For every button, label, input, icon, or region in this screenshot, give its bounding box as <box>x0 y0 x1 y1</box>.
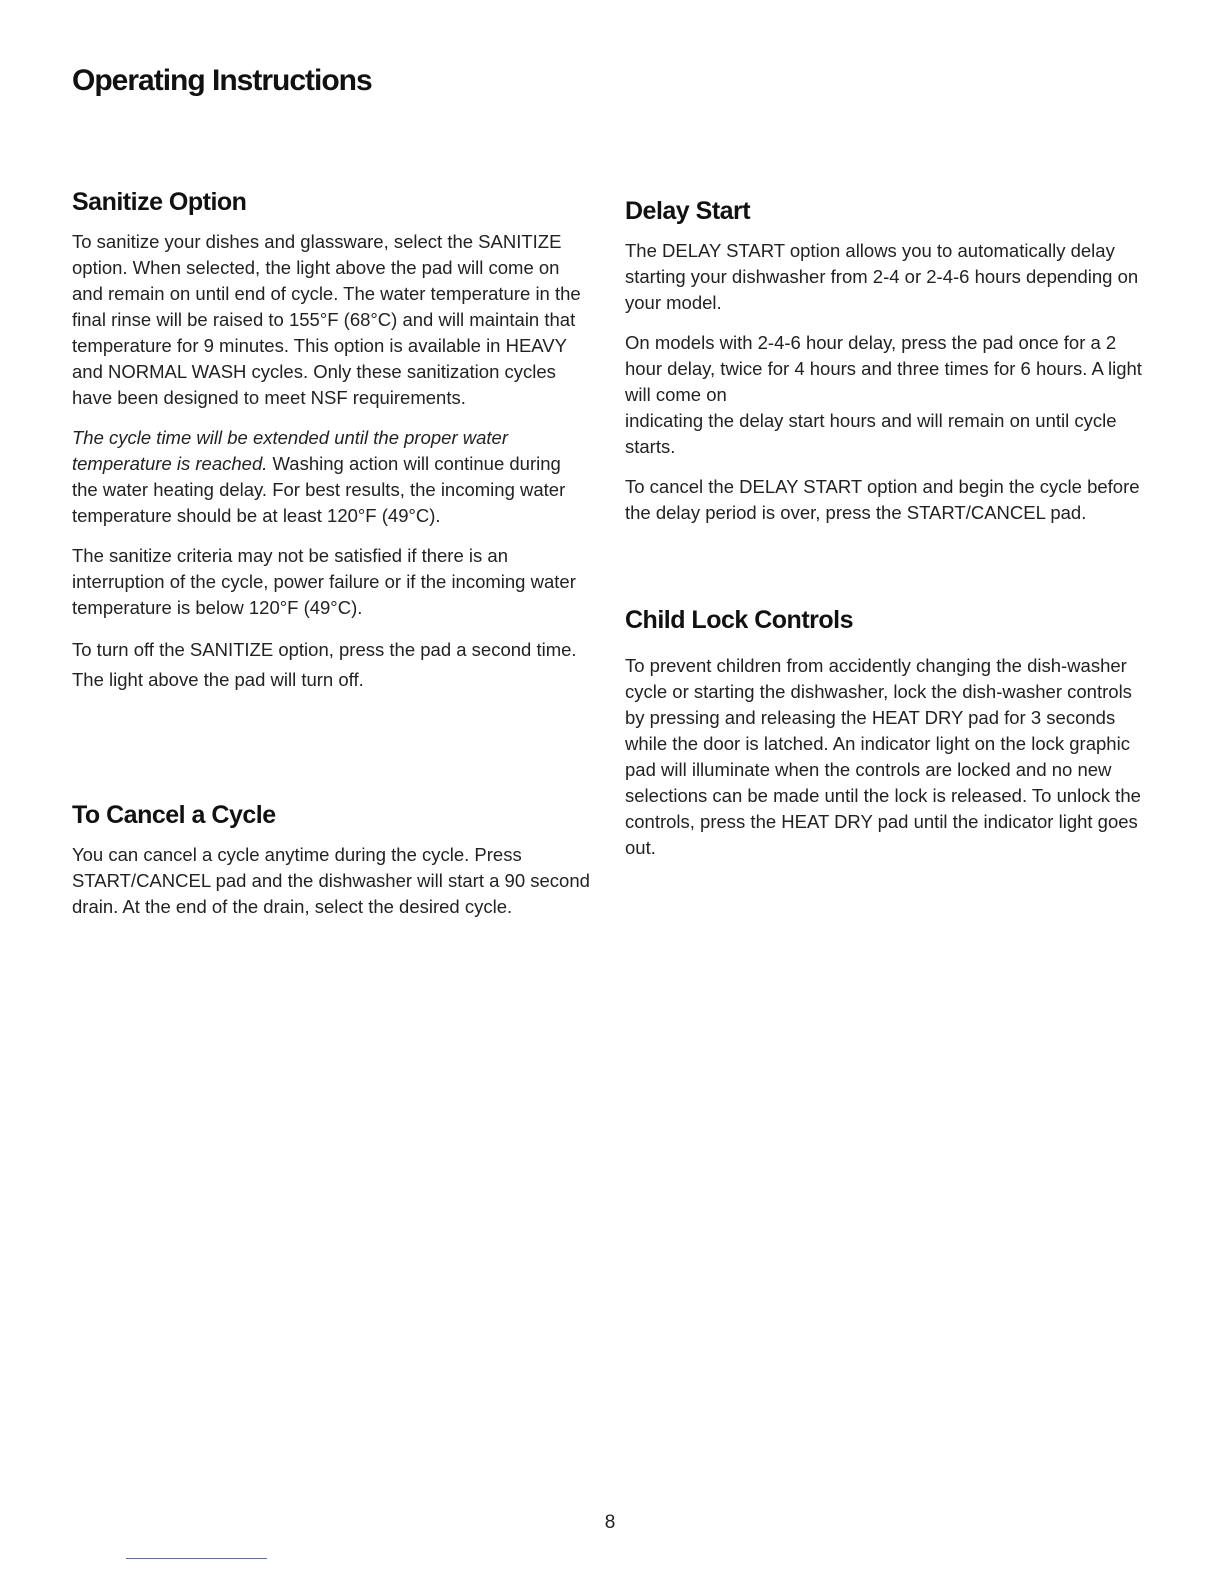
sanitize-italic-note: The cycle time will be extended until the proper water temperature is reached. <box>72 427 508 474</box>
footer-divider <box>126 1558 267 1559</box>
child-lock-heading: Child Lock Controls <box>625 606 853 634</box>
child-lock-paragraph: To prevent children from accidently changing the dish-washer cycle or starting the dishwasher, lock the dish-washer controls by pressing and releasing the HEAT DRY pad for 3 seconds while the door is latched. An indicator light on the lock graphic pad will illuminate when the controls are locked and no new selections can be made until the lock is released. To unlock the controls, press the HEAT DRY pad until the indicator light goes out. <box>625 655 1141 858</box>
page-title: Operating Instructions <box>72 64 372 97</box>
sanitize-paragraph-2-text: Washing action will continue during the water heating delay. For best results, the incoming water temperature should be at least 120°F (49°C). <box>72 453 566 526</box>
sanitize-paragraph-4: To turn off the SANITIZE option, press the pad a second time. The light above the pad will turn off. <box>72 639 577 690</box>
sanitize-paragraph-3: The sanitize criteria may not be satisfied if there is an interruption of the cycle, power failure or if the incoming water temperature is below 120°F (49°C). <box>72 545 576 618</box>
delay-start-heading: Delay Start <box>625 197 751 225</box>
cancel-cycle-heading: To Cancel a Cycle <box>72 801 276 829</box>
sanitize-option-heading: Sanitize Option <box>72 188 247 216</box>
delay-start-section <box>625 197 1147 538</box>
sanitize-paragraph-2 <box>72 425 590 529</box>
sanitize-option-section <box>72 188 590 707</box>
cancel-cycle-section <box>72 801 590 932</box>
delay-start-paragraph-2: On models with 2-4-6 hour delay, press the pad once for a 2 hour delay, twice for 4 hours and three times for 6 hours. A light will come on <box>625 332 1142 405</box>
page-number: 8 <box>604 1512 616 1533</box>
cancel-cycle-paragraph: You can cancel a cycle anytime during the cycle. Press START/CANCEL pad and the dishwasher will start a 90 second drain. At the end of the drain, select the desired cycle. <box>72 844 590 917</box>
delay-start-paragraph-3: To cancel the DELAY START option and begin the cycle before the delay period is over, press the START/CANCEL pad. <box>625 476 1140 523</box>
delay-start-paragraph-1: The DELAY START option allows you to automatically delay starting your dishwasher from 2-4 or 2-4-6 hours depending on your model. <box>625 240 1139 313</box>
sanitize-paragraph-1: To sanitize your dishes and glassware, select the SANITIZE option. When selected, the light above the pad will come on and remain on until end of cycle. The water temperature in the final rinse will be raised to 155°F (68°C) and will maintain that temperature for 9 minutes. This option is available in HEAVY and NORMAL WASH cycles. Only these sanitization cycles have been designed to meet NSF requirements. <box>72 231 581 408</box>
delay-start-paragraph-2-continued: indicating the delay start hours and will remain on until cycle starts. <box>625 410 1117 457</box>
child-lock-section <box>625 606 1147 873</box>
